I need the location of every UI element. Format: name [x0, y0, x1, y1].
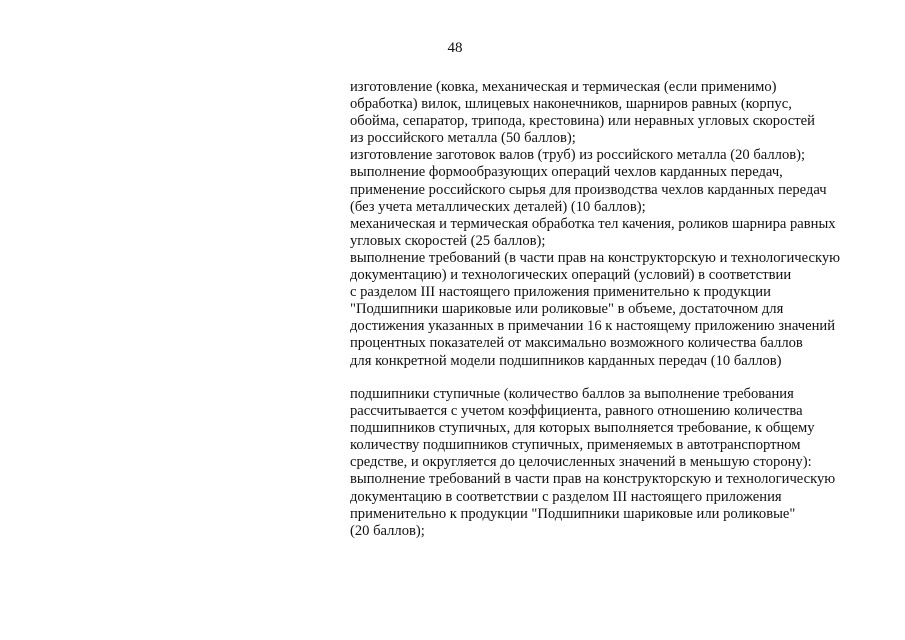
text-line: применительно к продукции "Подшипники шариковые или роликовые" — [350, 505, 796, 522]
page-number: 48 — [447, 40, 463, 56]
text-line: угловых скоростей (25 баллов); — [350, 232, 546, 249]
text-line: (без учета металлических деталей) (10 баллов); — [350, 198, 646, 215]
text-line: механическая и термическая обработка тел качения, роликов шарнира равных — [350, 215, 836, 232]
text-line: применение российского сырья для производства чехлов карданных передач — [350, 181, 827, 198]
text-line: процентных показателей от максимально возможного количества баллов — [350, 335, 803, 352]
text-line: достижения указанных в примечании 16 к настоящему приложению значений — [350, 318, 835, 335]
text-line: (20 баллов); — [350, 522, 425, 539]
text-line: средстве, и округляется до целочисленных значений в меньшую сторону): — [350, 454, 812, 471]
text-line: подшипников ступичных, для которых выполняется требование, к общему — [350, 420, 815, 437]
text-block-hub-bearings — [350, 386, 890, 540]
text-line: выполнение требований (в части прав на конструкторскую и технологическую — [350, 249, 841, 266]
text-line: количеству подшипников ступичных, применяемых в автотранспортном — [350, 437, 801, 454]
text-line: для конкретной модели подшипников карданных передач (10 баллов) — [350, 352, 782, 369]
text-line: подшипники ступичные (количество баллов за выполнение требования — [350, 386, 794, 402]
text-block-hub-components — [350, 79, 890, 370]
text-line: рассчитывается с учетом коэффициента, равного отношению количества — [350, 403, 803, 420]
text-line: "Подшипники шариковые или роликовые" в объеме, достаточном для — [350, 301, 784, 318]
text-line: изготовление заготовок валов (труб) из российского металла (20 баллов); — [350, 147, 806, 164]
text-line: выполнение требований в части прав на конструкторскую и технологическую — [350, 471, 836, 488]
text-line: из российского металла (50 баллов); — [350, 130, 576, 147]
text-line: обработка) вилок, шлицевых наконечников, шарниров равных (корпус, — [350, 96, 792, 113]
text-line: с разделом III настоящего приложения применительно к продукции — [350, 284, 771, 301]
text-line: документацию в соответствии с разделом III настоящего приложения — [350, 488, 782, 505]
text-line: документацию) и технологических операций (условий) в соответствии — [350, 267, 792, 284]
text-line: выполнение формообразующих операций чехлов карданных передач, — [350, 164, 783, 181]
text-line: обойма, сепаратор, трипода, крестовина) или неравных угловых скоростей — [350, 113, 815, 130]
text-line: изготовление (ковка, механическая и термическая (если применимо) — [350, 79, 777, 95]
